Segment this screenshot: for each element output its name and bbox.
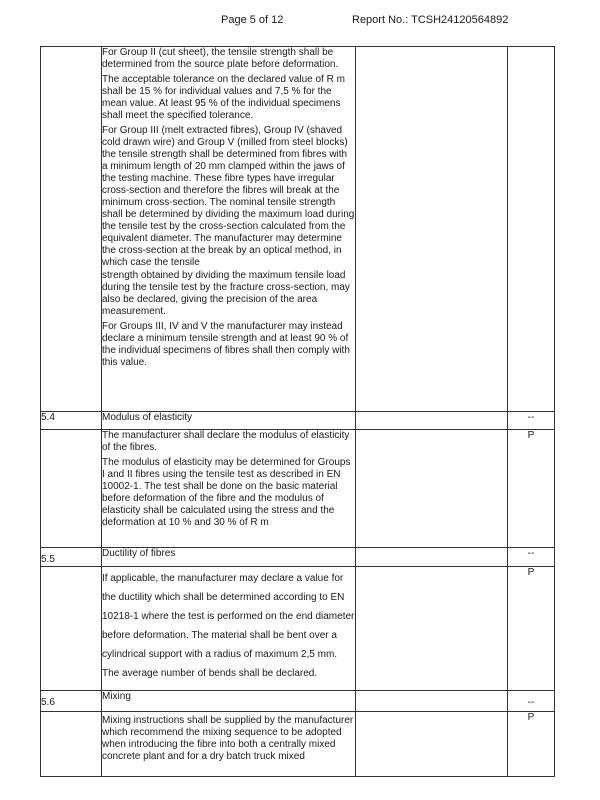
- clause-number: 5.4: [41, 412, 102, 430]
- table-row: [41, 712, 555, 777]
- requirement-text: [102, 47, 356, 412]
- clause-cell: [41, 47, 102, 412]
- verdict-cell: --: [508, 412, 555, 430]
- clause-number: 5.5: [41, 548, 102, 567]
- paragraph: The acceptable tolerance on the declared value of R m shall be 15 % for individual values and 7,5 % for the mean value. At least 95 % of the individual specimens shall meet the specified tolerance.: [102, 74, 345, 121]
- verdict-cell: P: [508, 712, 555, 777]
- clause-cell: [41, 567, 102, 691]
- requirements-table: [40, 46, 555, 777]
- verdict-cell: [508, 47, 555, 412]
- table-row: [41, 691, 555, 712]
- verdict-cell: P: [508, 430, 555, 548]
- table-row: [41, 430, 555, 548]
- clause-number: 5.6: [41, 691, 102, 712]
- paragraph: For Group III (melt extracted fibres), Group IV (shaved cold drawn wire) and Group V (milled from steel blocks) the tensile strength shall be determined from fibres with a minimum length of 20 mm clamped within the jaws of the testing machine. These fibre types have irregular cross-section and therefore the fibres will break at the minimum cross-section. The nominal tensile strength shall be determined by dividing the maximum load during the tensile test by the cross-section calculated from the equivalent diameter. The manufacturer may determine the cross-section at the break by an optical method, in which case the tensile: [102, 125, 355, 268]
- paragraph: For Group II (cut sheet), the tensile strength shall be determined from the source plate before deformation.: [102, 47, 339, 70]
- section-title: Mixing: [102, 691, 356, 712]
- page-number: Page 5 of 12: [221, 14, 284, 26]
- table-row: [41, 412, 555, 430]
- page-header: [0, 14, 600, 32]
- result-cell: [356, 548, 508, 567]
- table-row: [41, 47, 555, 412]
- section-title: Ductility of fibres: [102, 548, 356, 567]
- clause-cell: [41, 430, 102, 548]
- report-number: Report No.: TCSH24120564892: [352, 14, 509, 26]
- requirement-text: [102, 430, 356, 548]
- clause-cell: [41, 712, 102, 777]
- verdict-cell: --: [508, 548, 555, 567]
- result-cell: [356, 691, 508, 712]
- table-row: [41, 567, 555, 691]
- paragraph: Mixing instructions shall be supplied by the manufacturer which recommend the mixing sequence to be adopted when introducing the fibre into both a centrally mixed concrete plant and for a dry batch truck mixed: [102, 715, 354, 762]
- result-cell: [356, 567, 508, 691]
- section-title: Modulus of elasticity: [102, 412, 356, 430]
- result-cell: [356, 430, 508, 548]
- result-cell: [356, 412, 508, 430]
- paragraph: The manufacturer shall declare the modulus of elasticity of the fibres.: [102, 430, 350, 453]
- verdict-cell: --: [508, 691, 555, 712]
- result-cell: [356, 47, 508, 412]
- paragraph: If applicable, the manufacturer may declare a value for the ductility which shall be determined according to EN 10218-1 where the test is performed on the end diameter before deformation. The material shall be bent over a cylindrical support with a radius of maximum 2,5 mm. The average number of bends shall be declared.: [102, 573, 355, 679]
- verdict-cell: P: [508, 567, 555, 691]
- result-cell: [356, 712, 508, 777]
- paragraph: The modulus of elasticity may be determined for Groups I and II fibres using the tensile test as described in EN 10002-1. The test shall be done on the basic material before deformation of the fibre and the modulus of elasticity shall be calculated using the stress and the deformation at 10 % and 30 % of R m: [102, 457, 351, 528]
- table-row: [41, 548, 555, 567]
- requirement-text: [102, 712, 356, 777]
- paragraph: strength obtained by dividing the maximum tensile load during the tensile test by the fracture cross-section, may also be declared, giving the precision of the area measurement.: [102, 270, 350, 317]
- requirement-text: [102, 567, 356, 691]
- paragraph: For Groups III, IV and V the manufacturer may instead declare a minimum tensile strength and at least 90 % of the individual specimens of fibres shall then comply with this value.: [102, 321, 350, 368]
